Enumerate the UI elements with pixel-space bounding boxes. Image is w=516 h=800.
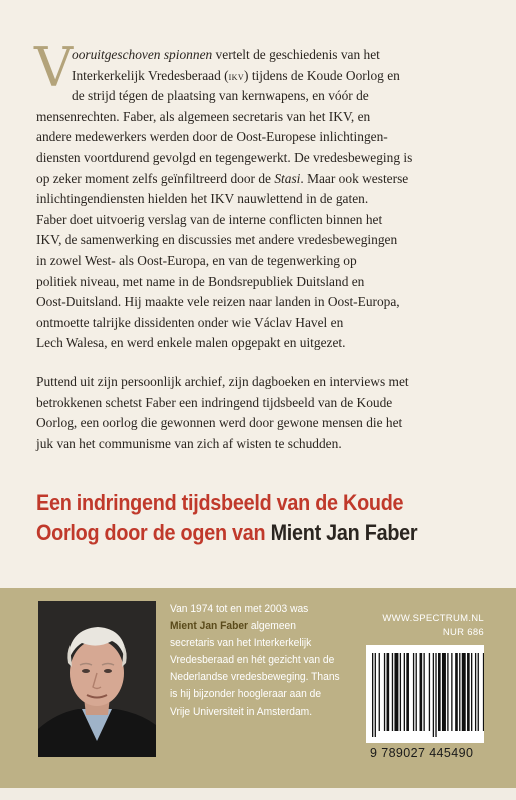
bottom-strip	[0, 788, 516, 800]
barcode-bar	[400, 653, 401, 731]
blurb-line: andere medewerkers werden door de Oost-Europese inlichtingen-	[36, 129, 388, 145]
blurb-line: ontmoette talrijke dissidenten onder wie Václav Havel en	[36, 314, 344, 330]
barcode-bar	[404, 653, 405, 731]
barcode-bar	[392, 653, 393, 731]
bio-author-name: Mient Jan Faber	[170, 620, 249, 633]
barcode-bar	[413, 653, 414, 731]
nur-code: NUR 686	[442, 627, 484, 638]
tagline-red-part: Oorlog door de ogen van	[36, 520, 266, 545]
author-name: Mient Jan Faber	[270, 520, 418, 545]
blurb-line	[36, 169, 482, 190]
barcode-number: 9 789027 445490	[370, 746, 474, 760]
blurb-line: mensenrechten. Faber, als algemeen secretaris van het IKV, en	[36, 108, 371, 124]
tagline-line-2	[36, 518, 441, 548]
tagline-line-1: Een indringend tijdsbeeld van de Koude	[36, 490, 404, 515]
barcode-bars	[366, 645, 484, 743]
barcode-bar	[435, 653, 436, 737]
barcode-bar	[447, 653, 448, 731]
blurb-text: Interkerkelijk Vredesberaad (	[72, 67, 229, 83]
author-photo	[38, 601, 156, 757]
blurb-line: Oorlog, een oorlog die gewonnen werd door gewone mensen die het	[36, 415, 403, 431]
bio-line: Nederlandse vredesbeweging. Thans	[170, 671, 340, 684]
blurb-line: de strijd tégen de plaatsing van kernwapens, en vóór de	[72, 88, 369, 104]
barcode-bar	[433, 653, 434, 737]
blurb-line: Oost-Duitsland. Hij maakte vele reizen naar landen in Oost-Europa,	[36, 294, 400, 310]
barcode-bar	[455, 653, 458, 731]
blurb-text: vertelt de geschiedenis van het	[212, 47, 380, 62]
blurb-paragraph-1	[36, 45, 482, 354]
barcode-bar	[406, 653, 409, 731]
book-title-italic: ooruitgeschoven spionnen	[72, 47, 213, 62]
stasi-italic: Stasi	[274, 170, 301, 186]
barcode-bar	[416, 653, 417, 731]
bio-line: Vrije Universiteit in Amsterdam.	[170, 705, 313, 718]
barcode-bar	[459, 653, 460, 731]
barcode-bar	[483, 653, 484, 731]
blurb-line: IKV, de samenwerking en discussies met andere vredesbewegingen	[36, 232, 398, 248]
bio-line: Van 1974 tot en met 2003 was	[170, 603, 309, 615]
barcode-bar	[475, 653, 476, 731]
blurb-line: in zowel West- als Oost-Europa, en van de tegenwerking op	[36, 252, 357, 268]
blurb-text: . Maar ook westerse	[300, 170, 409, 186]
barcode-bar	[387, 653, 390, 731]
barcode-bar	[467, 653, 470, 731]
barcode-bar	[451, 653, 452, 731]
blurb-line: betrokkenen schetst Faber een indringend tijdsbeeld van de Koude	[36, 394, 393, 410]
blurb-line: politiek niveau, met name in de Bondsrepubliek Duitsland en	[36, 273, 365, 289]
bio-line: is hij bijzonder hoogleraar aan de	[170, 688, 322, 701]
blurb-line	[36, 45, 482, 66]
barcode-bar	[379, 653, 380, 731]
blurb-text: op zeker moment zelfs geïnfiltreerd door de	[36, 170, 275, 186]
blurb-line: Faber doet uitvoerig verslag van de interne conflicten binnen het	[36, 211, 383, 227]
barcode-bar	[429, 653, 430, 731]
barcode-bar	[442, 653, 446, 731]
drop-cap: V	[34, 36, 73, 99]
barcode-bar	[438, 653, 441, 731]
bio-line	[170, 618, 346, 635]
barcode-bar	[471, 653, 472, 731]
author-portrait-image	[38, 601, 156, 757]
barcode-bar	[375, 653, 376, 737]
publisher-info	[382, 612, 484, 640]
blurb-line	[36, 66, 482, 87]
barcode-bar	[420, 653, 423, 731]
bio-text: algemeen	[248, 620, 296, 633]
blurb-text: ) tijdens de Koude Oorlog en	[244, 67, 400, 83]
author-bio	[170, 601, 366, 721]
blurb-paragraph-2	[36, 372, 482, 454]
barcode-bar	[423, 653, 424, 731]
publisher-website: WWW.SPECTRUM.NL	[382, 613, 484, 624]
barcode-bar	[394, 653, 398, 731]
bio-line: Vredesberaad en hét gezicht van de	[170, 654, 335, 667]
blurb-line: Lech Walesa, en werd enkele malen opgepakt en uitgezet.	[36, 335, 346, 351]
ikv-smallcaps: ikv	[228, 70, 245, 83]
bio-line: secretaris van het Interkerkelijk	[170, 637, 312, 650]
blurb-line: diensten voortdurend gevolgd en tegengewerkt. De vredesbeweging is	[36, 149, 413, 165]
barcode-bar	[384, 653, 385, 731]
barcode-bar	[462, 653, 466, 731]
isbn-barcode	[366, 645, 484, 743]
blurb-line: Puttend uit zijn persoonlijk archief, zijn dagboeken en interviews met	[36, 374, 409, 389]
barcode-bar	[478, 653, 479, 731]
blurb-line: juk van het communisme van zich af wisten te schudden.	[36, 435, 342, 451]
blurb-line: inlichtingendiensten hielden het IKV nauwlettend in de gaten.	[36, 191, 369, 207]
tagline	[36, 488, 441, 548]
barcode-bar	[372, 653, 373, 737]
